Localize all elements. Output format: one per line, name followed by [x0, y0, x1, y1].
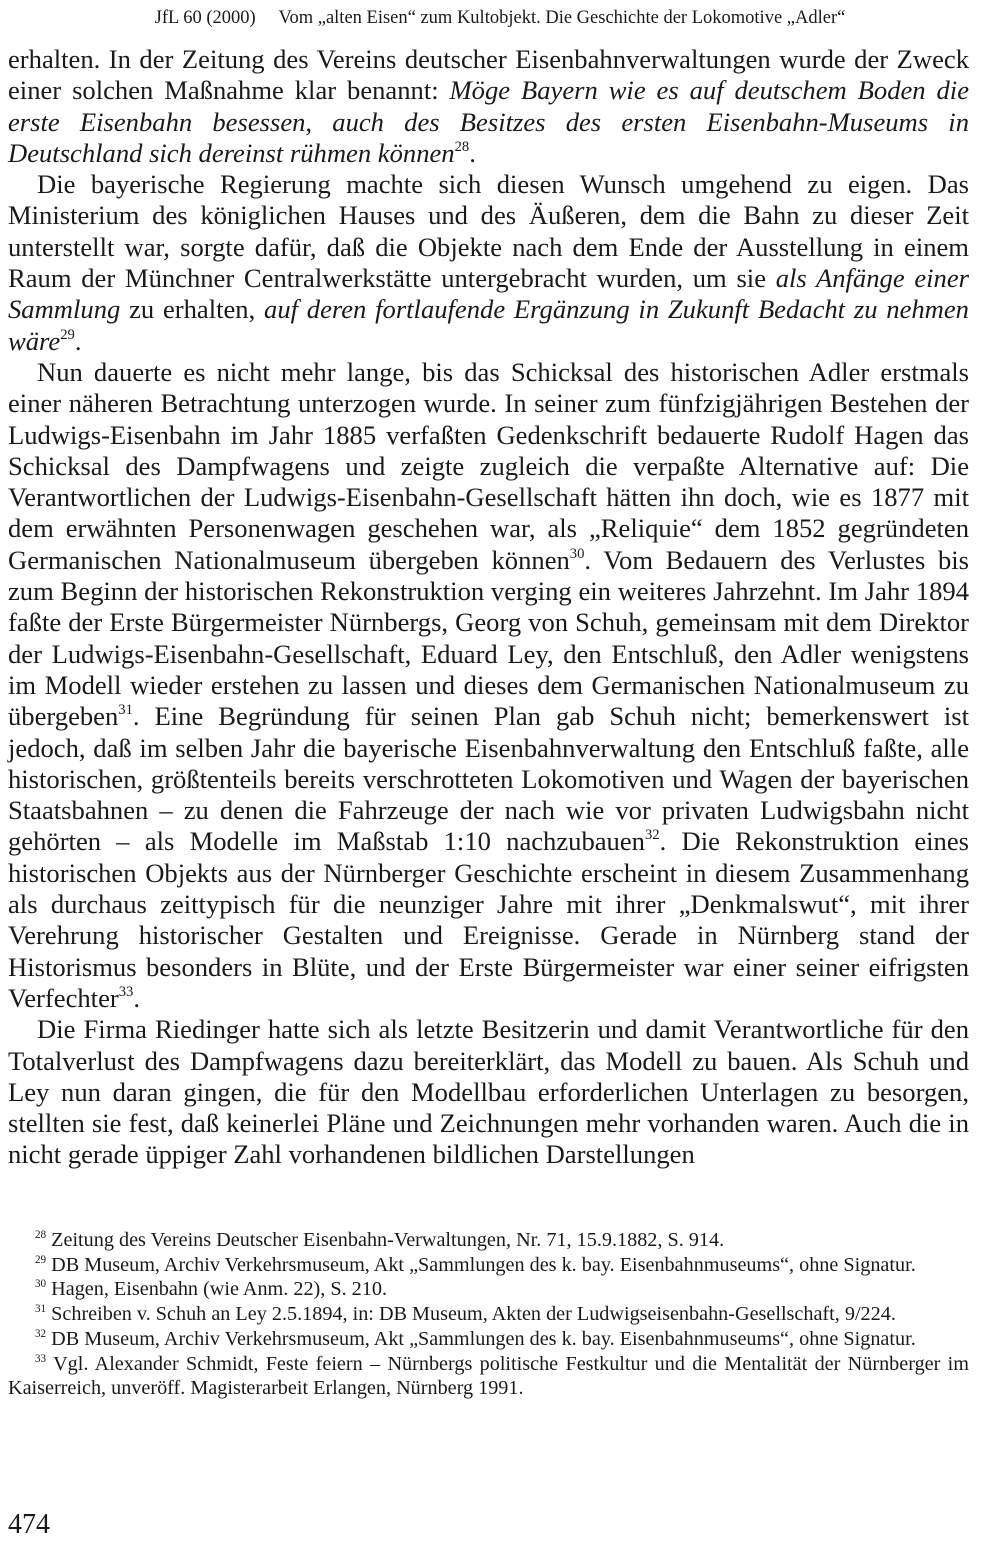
footnote-number: 30 [35, 1278, 47, 1291]
paragraph-2 [8, 169, 969, 357]
footnote-ref-33[interactable]: 33 [118, 983, 134, 1000]
paragraph-text: . [74, 325, 82, 356]
footnote-number: 32 [35, 1328, 47, 1341]
paragraph-text: . [133, 982, 141, 1013]
footnote-ref-28[interactable]: 28 [454, 138, 470, 155]
running-head: JfL 60 (2000) Vom „alten Eisen“ zum Kultobjekt. Die Geschichte der Lokomotive „Adler“ [154, 8, 846, 28]
paragraph-text: . Eine Begründung für seinen Plan gab Schuh nicht; bemerkenswert ist jedoch, daß im selben Jahr die bayerische Eisenbahnverwaltung den Entschluß faßte, alle historischen, größtenteils bereits verschrotteten Lokomotiven und Wagen der bayerischen Staatsbahnen – zu denen die Fahrzeuge der nach wie vor privaten Ludwigsbahn nicht gehörten – als Modelle im Maßstab 1:10 nachzubauen [8, 701, 969, 857]
footnote-text: Hagen, Eisenbahn (wie Anm. 22), S. 210. [46, 1278, 387, 1301]
page-number: 474 [8, 1509, 50, 1540]
body-text [8, 44, 969, 1171]
paragraph-1 [8, 44, 969, 169]
footnote-text: DB Museum, Archiv Verkehrsmuseum, Akt „Sammlungen des k. bay. Eisenbahnmuseums“, ohne Signatur. [46, 1327, 916, 1350]
paragraph-text: . Die Rekonstruktion eines historischen Objekts aus der Nürnberger Geschichte erscheint in diesem Zusammenhang als durchaus zeittypisch für die neunziger Jahre mit ihrer „Denkmalswut“, mit ihrer Verehrung historischer Gestalten und Ereignisse. Gerade in Nürnberg stand der Historismus besonders in Blüte, und der Erste Bürgermeister war einer seiner eifrigsten Verfechter [8, 826, 970, 1013]
paragraph-text: Nun dauerte es nicht mehr lange, bis das Schicksal des historischen Adler erstmals einer näheren Betrachtung unterzogen wurde. In seiner zum fünfzigjährigen Bestehen der Ludwigs-Eisenbahn im Jahr 1885 verfaßten Gedenkschrift bedauerte Rudolf Hagen das Schicksal des Dampfwagens und zeigte zugleich die verpaßte Alternative auf: Die Verantwortlichen der Ludwigs-Eisenbahn-Gesellschaft hätten ihn doch, wie es 1877 mit dem erwähnten Personenwagen geschehen war, als „Reliquie“ dem 1852 gegründeten Germanischen Nationalmuseum übergeben können [8, 356, 969, 575]
paragraph-text: . [469, 137, 476, 168]
paragraph-3 [8, 357, 969, 1014]
footnote-28 [8, 1228, 969, 1253]
paragraph-text: . Vom Bedauern des Verlustes bis zum Beginn der historischen Rekonstruktion verging ein weiteres Jahrzehnt. Im Jahr 1894 faßte der Erste Bürgermeister Nürnbergs, Georg von Schuh, gemeinsam mit dem Direktor der Ludwigs-Eisenbahn-Gesellschaft, Eduard Ley, den Entschluß, den Adler wenigstens im Modell wieder erstehen zu lassen und dieses dem Germanischen Nationalmuseum zu übergeben [8, 544, 969, 732]
quotation: Möge Bayern wie es auf deutschem Boden die erste Eisenbahn besessen, auch des Besitzes des ersten Eisenbahn-Museums in Deutschland sich dereinst rühmen können [8, 75, 969, 168]
footnote-ref-32[interactable]: 32 [644, 827, 660, 844]
footnote-number: 28 [35, 1229, 47, 1242]
paragraph-text: zu erhalten, [120, 294, 265, 325]
footnote-33 [8, 1352, 969, 1401]
paragraph-4: Die Firma Riedinger hatte sich als letzte Besitzerin und damit Verantwortliche für den Totalverlust des Dampfwagens dazu bereiterklärt, das Modell zu bauen. Als Schuh und Ley nun daran gingen, die für den Modellbau erforderlichen Unterlagen zu besorgen, stellten sie fest, daß keinerlei Pläne und Zeichnungen mehr vorhanden waren. Auch die in nicht gerade üppiger Zahl vorhandenen bildlichen Darstellungen [8, 1014, 969, 1170]
footnote-32 [8, 1327, 969, 1352]
paragraph-text: erhalten. In der Zeitung des Vereins deutscher Eisenbahnverwaltungen wurde der Zweck einer solchen Maßnahme klar benannt: [8, 44, 969, 106]
footnote-ref-31[interactable]: 31 [118, 702, 133, 719]
footnote-text: DB Museum, Archiv Verkehrsmuseum, Akt „Sammlungen des k. bay. Eisenbahnmuseums“, ohne Signatur. [46, 1253, 916, 1276]
footnote-ref-29[interactable]: 29 [60, 326, 75, 343]
footnote-30 [8, 1277, 969, 1302]
footnote-text: Zeitung des Vereins Deutscher Eisenbahn-Verwaltungen, Nr. 71, 15.9.1882, S. 914. [46, 1229, 725, 1251]
footnote-number: 33 [35, 1352, 47, 1365]
footnote-29 [8, 1253, 969, 1278]
paragraph-text: Die bayerische Regierung machte sich diesen Wunsch umgehend zu eigen. Das Ministerium des königlichen Hauses und des Äußeren, dem die Bahn zu dieser Zeit unterstellt war, sorgte dafür, daß die Objekte nach dem Ende der Ausstellung in einem Raum der Münchner Centralwerkstätte untergebracht wurden, um sie [8, 169, 969, 294]
quotation: als Anfänge einer Sammlung [8, 263, 969, 325]
footnotes [8, 1228, 969, 1401]
footnote-number: 31 [35, 1303, 47, 1316]
footnote-31 [8, 1302, 969, 1327]
footnote-ref-30[interactable]: 30 [569, 545, 585, 562]
footnote-text: Vgl. Alexander Schmidt, Feste feiern – Nürnbergs politische Festkultur und die Mentalität der Nürnberger im Kaiserreich, unveröff. Magisterarbeit Erlangen, Nürnberg 1991. [8, 1352, 969, 1400]
footnote-number: 29 [35, 1253, 47, 1266]
footnote-text: Schreiben v. Schuh an Ley 2.5.1894, in: DB Museum, Akten der Ludwigseisenbahn-Gesellschaft, 9/224. [46, 1303, 896, 1326]
quotation: auf deren fortlaufende Ergänzung in Zukunft Bedacht zu nehmen wäre [8, 294, 969, 356]
